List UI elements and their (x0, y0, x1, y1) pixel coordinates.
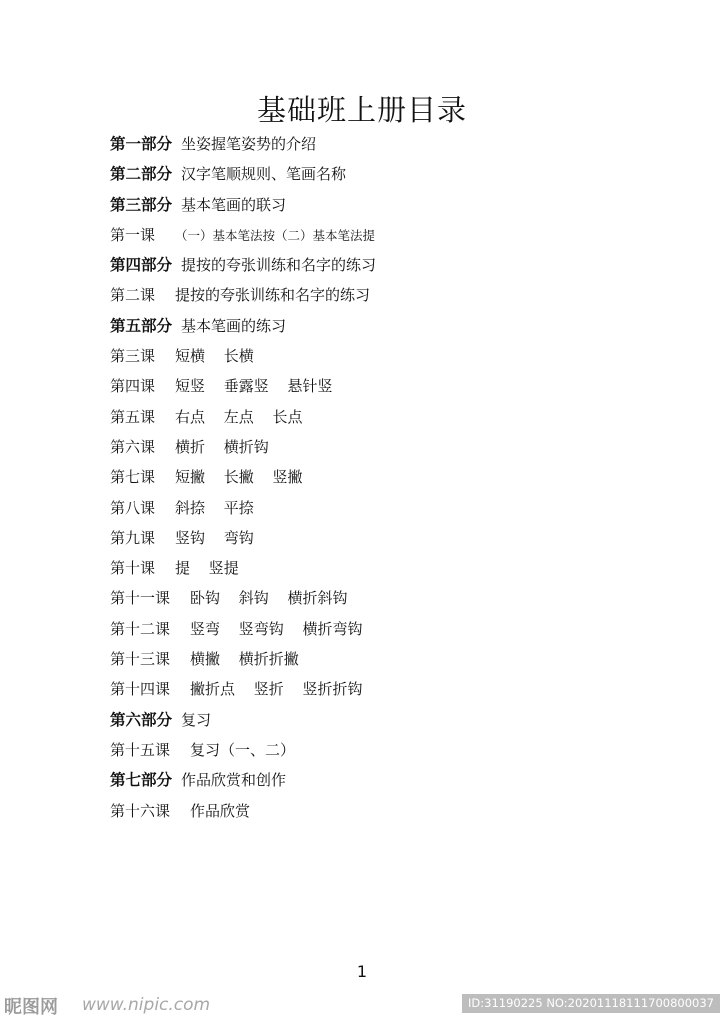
toc-entry-label: 第二课 (110, 286, 156, 305)
toc-entry-lesson-9 (110, 523, 670, 553)
toc-entry-label: 第四课 (110, 377, 156, 396)
watermark-logo: 昵图网 (4, 997, 58, 1018)
toc-entry-text: 基本笔画的练习 (181, 316, 287, 335)
toc-entry-label: 第七部分 (110, 771, 173, 790)
page-number: 1 (356, 962, 368, 981)
toc-entry-lesson-7 (110, 462, 670, 492)
toc-entry-label: 第九课 (110, 528, 156, 547)
toc-entry-text: 竖弯 竖弯钩 横折弯钩 (190, 619, 363, 638)
page-title: 基础班上册目录 (256, 93, 467, 127)
toc-entry-text: 斜捺 平捺 (175, 498, 254, 517)
toc-entry-text: 短撇 长撇 竖撇 (175, 468, 303, 487)
toc-entry-lesson-15 (110, 735, 670, 765)
watermark-id: ID:31190225 NO:20201118111700800037 (462, 994, 720, 1013)
toc-entry-label: 第十四课 (110, 680, 171, 699)
toc-entry-label: 第六课 (110, 437, 156, 456)
toc-entry-text: 提 竖提 (175, 559, 239, 578)
toc-entry-text: （一）基本笔法按（二）基本笔法提 (175, 227, 376, 243)
toc-entry-part-4 (110, 250, 670, 280)
toc-entry-label: 第二部分 (110, 165, 173, 184)
toc-entry-text: 短横 长横 (175, 347, 254, 366)
toc-entry-label: 第十三课 (110, 650, 171, 669)
toc-entry-part-6 (110, 705, 670, 735)
toc-entry-label: 第八课 (110, 498, 156, 517)
toc-entry-lesson-10 (110, 553, 670, 583)
toc-entry-text: 坐姿握笔姿势的介绍 (181, 135, 317, 153)
toc-entry-label: 第十一课 (110, 589, 171, 608)
toc-entry-lesson-13 (110, 644, 670, 674)
toc-entry-label: 第一部分 (110, 135, 173, 153)
toc-entry-label: 第三部分 (110, 195, 173, 214)
toc-entry-label: 第六部分 (110, 710, 173, 729)
toc-entry-part-1 (110, 129, 670, 159)
table-of-contents (110, 129, 670, 826)
toc-entry-label: 第十二课 (110, 619, 171, 638)
toc-entry-label: 第五部分 (110, 316, 173, 335)
toc-entry-label: 第十六课 (110, 801, 171, 820)
toc-entry-label: 第七课 (110, 468, 156, 487)
toc-entry-label: 第一课 (110, 225, 156, 244)
toc-entry-text: 短竖 垂露竖 悬针竖 (175, 377, 333, 396)
toc-entry-lesson-5 (110, 402, 670, 432)
toc-entry-text: 复习 (181, 710, 212, 729)
toc-entry-text: 撇折点 竖折 竖折折钩 (190, 680, 363, 699)
toc-entry-text: 竖钩 弯钩 (175, 528, 254, 547)
toc-entry-text: 提按的夸张训练和名字的练习 (175, 286, 371, 305)
toc-entry-lesson-14 (110, 674, 670, 704)
toc-entry-lesson-8 (110, 493, 670, 523)
toc-entry-lesson-3 (110, 341, 670, 371)
toc-entry-text: 右点 左点 长点 (175, 407, 303, 426)
toc-entry-lesson-2 (110, 280, 670, 310)
toc-entry-lesson-16 (110, 796, 670, 826)
toc-entry-part-7 (110, 765, 670, 795)
watermark-url: www.nipic.com (82, 995, 211, 1015)
toc-entry-label: 第五课 (110, 407, 156, 426)
toc-entry-text: 作品欣赏和创作 (181, 771, 287, 790)
toc-entry-text: 基本笔画的联习 (181, 195, 287, 214)
toc-entry-text: 提按的夸张训练和名字的练习 (181, 256, 377, 275)
toc-entry-label: 第三课 (110, 347, 156, 366)
toc-entry-lesson-11 (110, 583, 670, 613)
toc-entry-lesson-12 (110, 614, 670, 644)
toc-entry-text: 作品欣赏 (190, 801, 251, 820)
toc-entry-label: 第十五课 (110, 740, 171, 759)
toc-entry-label: 第四部分 (110, 256, 173, 275)
toc-entry-part-3 (110, 190, 670, 220)
toc-entry-text: 横撇 横折折撇 (190, 650, 299, 669)
toc-entry-text: 复习（一、二） (190, 740, 296, 759)
toc-entry-lesson-6 (110, 432, 670, 462)
toc-entry-part-5 (110, 311, 670, 341)
toc-entry-lesson-4 (110, 371, 670, 401)
toc-entry-part-2 (110, 159, 670, 189)
toc-entry-text: 汉字笔顺规则、笔画名称 (181, 165, 347, 184)
toc-entry-lesson-1 (110, 220, 670, 250)
toc-entry-label: 第十课 (110, 559, 156, 578)
toc-entry-text: 横折 横折钩 (175, 437, 269, 456)
toc-entry-text: 卧钩 斜钩 横折斜钩 (190, 589, 348, 608)
